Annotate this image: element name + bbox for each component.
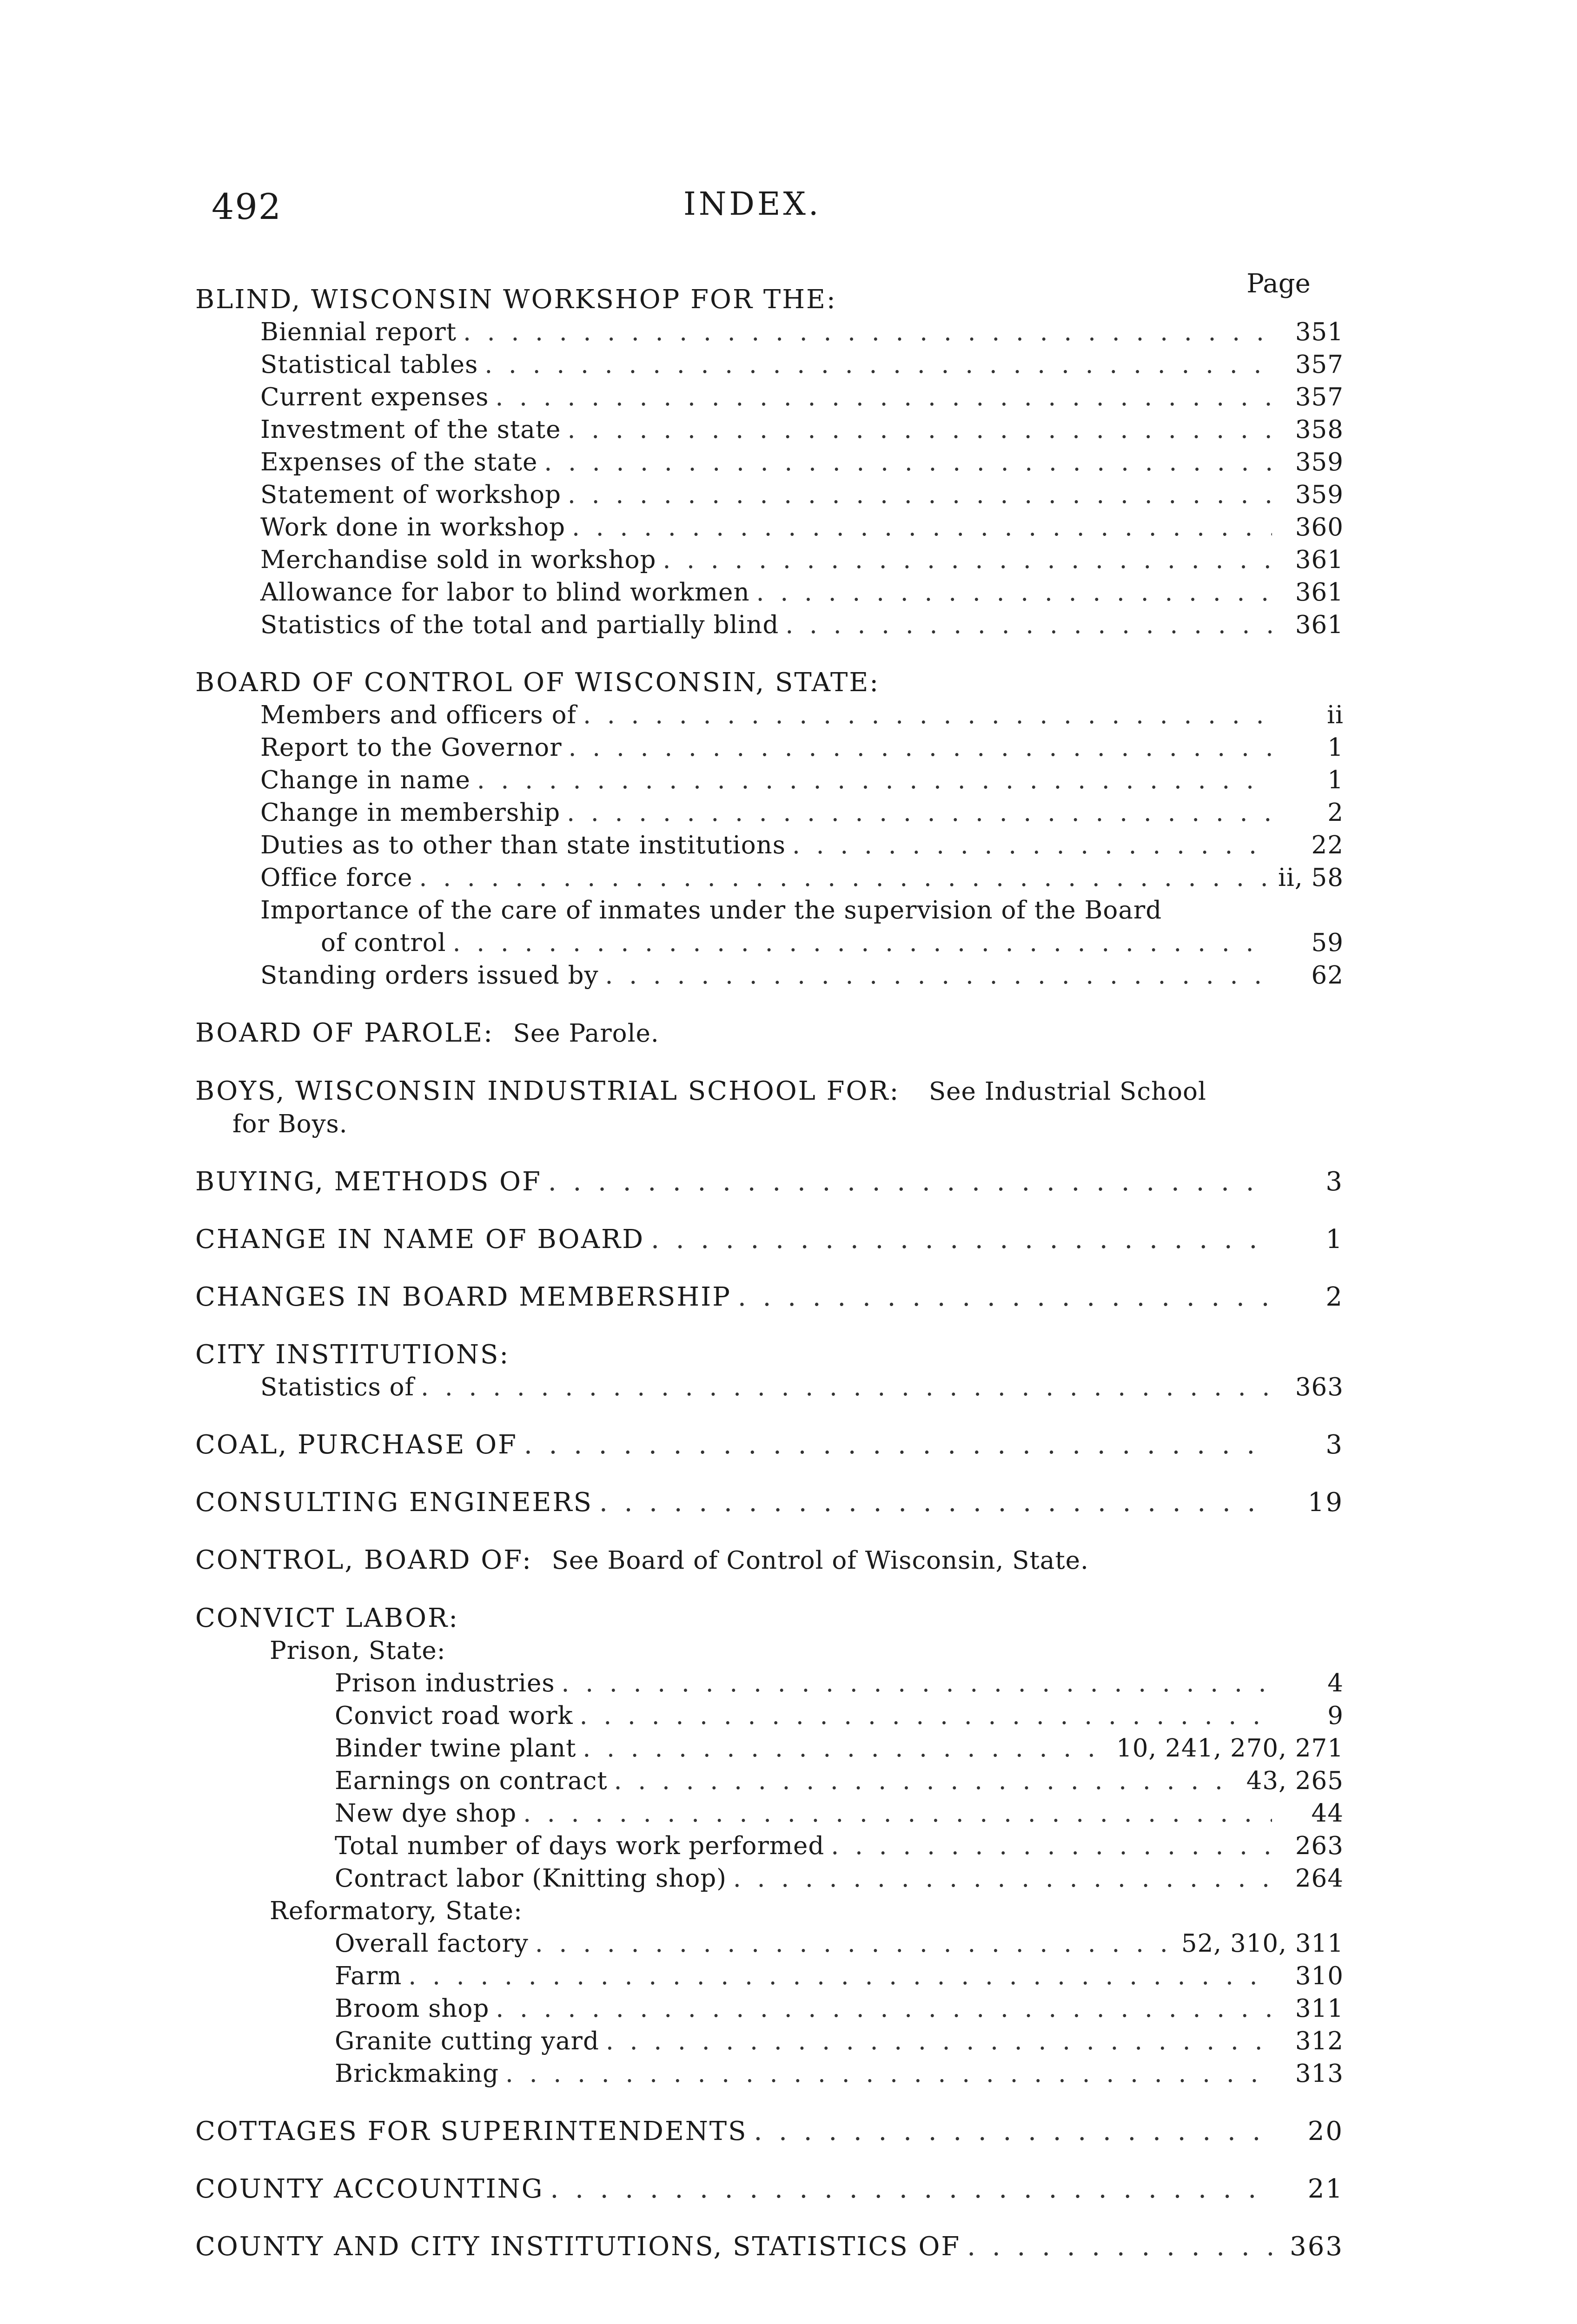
- index-row: [195, 732, 1344, 764]
- entry-boys-industrial-school: [195, 1075, 1344, 1141]
- entry-heading-text: CONTROL, BOARD OF:: [195, 1545, 533, 1575]
- page-ref: 311: [1295, 1994, 1344, 2023]
- index-row: [195, 959, 1344, 992]
- index-row: [195, 349, 1344, 381]
- entry-label: Overall factory: [335, 1929, 529, 1958]
- page-ref: 1: [1327, 766, 1344, 794]
- index-row: [195, 1700, 1344, 1732]
- entry-label: Statistics of: [260, 1373, 415, 1401]
- page-ref: 9: [1327, 1702, 1344, 1730]
- index-row: [195, 2231, 1344, 2263]
- entry-label: COUNTY ACCOUNTING: [195, 2174, 544, 2204]
- page-ref: 361: [1295, 546, 1344, 574]
- entry-change-in-name: [195, 1223, 1344, 1256]
- index-row: [195, 511, 1344, 544]
- page-ref: 363: [1290, 2232, 1344, 2262]
- entry-label: Members and officers of: [260, 701, 577, 729]
- page-title: INDEX.: [683, 186, 822, 223]
- page-ref: ii: [1327, 701, 1344, 729]
- index-row: [195, 797, 1344, 829]
- page-ref: 357: [1295, 350, 1344, 379]
- index-row: [195, 2058, 1344, 2090]
- page-ref: 361: [1295, 611, 1344, 639]
- index-row: [195, 479, 1344, 511]
- entry-heading: CONVICT LABOR:: [195, 1603, 459, 1633]
- index-row: [195, 1166, 1344, 1198]
- entry-label: Change in membership: [260, 799, 561, 827]
- cross-reference-continued: for Boys.: [232, 1110, 348, 1138]
- page-ref: 3: [1325, 1167, 1344, 1197]
- index-row: [195, 414, 1344, 446]
- entry-heading: BLIND, WISCONSIN WORKSHOP FOR THE:: [195, 284, 837, 315]
- entry-label: Broom shop: [335, 1994, 490, 2023]
- entry-board-of-control: [195, 667, 1344, 992]
- entry-coal: [195, 1429, 1344, 1461]
- page-ref: 363: [1295, 1373, 1344, 1401]
- page-ref: 2: [1325, 1282, 1344, 1312]
- index-row: [195, 1765, 1344, 1797]
- index-row: [195, 1830, 1344, 1862]
- entry-heading: CITY INSTITUTIONS:: [195, 1340, 510, 1370]
- index-row: [195, 862, 1344, 894]
- entry-heading-text: BOYS, WISCONSIN INDUSTRIAL SCHOOL FOR:: [195, 1076, 900, 1106]
- entry-label: Earnings on contract: [335, 1767, 608, 1795]
- entry-board-of-parole: [195, 1017, 1344, 1050]
- entry-blind-workshop: [195, 284, 1344, 641]
- entry-label: Expenses of the state: [260, 448, 538, 476]
- index-row: [195, 894, 1344, 927]
- index-row: [195, 1928, 1344, 1960]
- page-ref: 1: [1325, 1224, 1344, 1254]
- entry-label: Granite cutting yard: [335, 2027, 599, 2055]
- entry-label: COUNTY AND CITY INSTITUTIONS, STATISTICS OF: [195, 2232, 961, 2262]
- entry-label: Current expenses: [260, 383, 489, 411]
- entry-heading: [195, 1075, 1344, 1108]
- page-ref: 10, 241, 270, 271: [1116, 1734, 1344, 1763]
- index-row: [195, 1429, 1344, 1461]
- index-content: [195, 284, 1344, 2288]
- entry-label: COAL, PURCHASE OF: [195, 1430, 517, 1460]
- entry-consulting-engineers: [195, 1486, 1344, 1519]
- entry-label: Office force: [260, 864, 413, 892]
- page-ref: 4: [1327, 1669, 1344, 1697]
- index-row: [195, 829, 1344, 862]
- entry-label: of control: [321, 929, 446, 957]
- page-ref: 263: [1295, 1832, 1344, 1860]
- entry-label: Merchandise sold in workshop: [260, 546, 656, 574]
- cross-reference: See Parole.: [513, 1019, 659, 1048]
- page-number: 492: [212, 186, 282, 227]
- page-column-label: Page: [1246, 269, 1311, 299]
- entry-label: CHANGE IN NAME OF BOARD: [195, 1224, 645, 1254]
- entry-convict-labor: [195, 1602, 1344, 2090]
- entry-label: Standing orders issued by: [260, 961, 599, 990]
- index-row: [195, 764, 1344, 797]
- page-ref: 1: [1327, 733, 1344, 762]
- page-ref: 19: [1307, 1487, 1344, 1518]
- index-row: [195, 381, 1344, 414]
- entry-heading: [195, 1544, 1344, 1577]
- index-row: [195, 2173, 1344, 2205]
- entry-label: Allowance for labor to blind workmen: [260, 578, 750, 607]
- page-ref: 357: [1295, 383, 1344, 411]
- page-ref: 359: [1295, 448, 1344, 476]
- page-ref: 361: [1295, 578, 1344, 607]
- index-row: [195, 1797, 1344, 1830]
- index-row: [195, 609, 1344, 641]
- entry-cottages: [195, 2115, 1344, 2148]
- entry-label: BUYING, METHODS OF: [195, 1167, 542, 1197]
- page-ref: 59: [1311, 929, 1344, 957]
- entry-label: Work done in workshop: [260, 513, 566, 541]
- entry-label: Statement of workshop: [260, 481, 562, 509]
- entry-label: Binder twine plant: [335, 1734, 576, 1763]
- entry-label: Biennial report: [260, 318, 457, 346]
- entry-label: COTTAGES FOR SUPERINTENDENTS: [195, 2116, 748, 2146]
- entry-changes-membership: [195, 1281, 1344, 1314]
- page-ref: 358: [1295, 416, 1344, 444]
- page-ref: 52, 310, 311: [1181, 1929, 1344, 1958]
- index-row: [195, 1223, 1344, 1256]
- entry-control-board: [195, 1544, 1344, 1577]
- entry-label: Farm: [335, 1962, 402, 1990]
- index-row: [195, 1993, 1344, 2025]
- page-ref: 62: [1311, 961, 1344, 990]
- page-ref: 312: [1295, 2027, 1344, 2055]
- page-ref: 310: [1295, 1962, 1344, 1990]
- entry-county-accounting: [195, 2173, 1344, 2205]
- page-ref: 2: [1327, 799, 1344, 827]
- index-row: [195, 2025, 1344, 2058]
- page-ref: 264: [1295, 1864, 1344, 1893]
- entry-heading: [195, 1017, 1344, 1050]
- index-row: [195, 1371, 1344, 1404]
- entry-label: Prison industries: [335, 1669, 555, 1697]
- index-row: [195, 1862, 1344, 1895]
- entry-heading: BOARD OF CONTROL OF WISCONSIN, STATE:: [195, 667, 880, 698]
- index-row: [195, 316, 1344, 349]
- index-row: [195, 1486, 1344, 1519]
- entry-label: Contract labor (Knitting shop): [335, 1864, 727, 1893]
- page-ref: 3: [1325, 1430, 1344, 1460]
- entry-label: Investment of the state: [260, 416, 561, 444]
- entry-label: Duties as to other than state institutions: [260, 831, 786, 859]
- index-row: [195, 1732, 1344, 1765]
- page-ref: 21: [1307, 2174, 1344, 2204]
- page-ref: 351: [1295, 318, 1344, 346]
- page-ref: 20: [1307, 2116, 1344, 2146]
- page-ref: 22: [1311, 831, 1344, 859]
- entry-buying: [195, 1166, 1344, 1198]
- subheading-reformatory: Reformatory, State:: [270, 1897, 523, 1925]
- entry-label: Brickmaking: [335, 2060, 499, 2088]
- entry-label: Importance of the care of inmates under the supervision of the Board: [260, 896, 1162, 924]
- entry-label: CHANGES IN BOARD MEMBERSHIP: [195, 1282, 731, 1312]
- entry-label: New dye shop: [335, 1799, 517, 1828]
- page-ref: 360: [1295, 513, 1344, 541]
- entry-city-institutions: [195, 1339, 1344, 1404]
- index-row: [195, 1667, 1344, 1700]
- entry-label: Total number of days work performed: [335, 1832, 825, 1860]
- index-row: [195, 927, 1344, 959]
- entry-label: Statistical tables: [260, 350, 478, 379]
- entry-label: Statistics of the total and partially blind: [260, 611, 779, 639]
- index-row: [195, 699, 1344, 732]
- entry-county-city-institutions: [195, 2231, 1344, 2263]
- entry-label: Convict road work: [335, 1702, 573, 1730]
- entry-label: CONSULTING ENGINEERS: [195, 1487, 593, 1518]
- entry-label: Report to the Governor: [260, 733, 562, 762]
- subheading-prison: Prison, State:: [270, 1637, 446, 1665]
- page-ref: 43, 265: [1246, 1767, 1344, 1795]
- entry-label: Change in name: [260, 766, 470, 794]
- cross-reference: See Board of Control of Wisconsin, State.: [551, 1546, 1089, 1575]
- index-row: [195, 576, 1344, 609]
- page-ref: ii, 58: [1278, 864, 1344, 892]
- page-ref: 44: [1311, 1799, 1344, 1828]
- page-ref: 359: [1295, 481, 1344, 509]
- cross-reference: See Industrial School: [928, 1077, 1206, 1106]
- index-row: [195, 446, 1344, 479]
- index-row: [195, 1960, 1344, 1993]
- index-row: [195, 2115, 1344, 2148]
- page-ref: 313: [1295, 2060, 1344, 2088]
- entry-heading-text: BOARD OF PAROLE:: [195, 1018, 494, 1048]
- index-row: [195, 544, 1344, 576]
- index-row: [195, 1281, 1344, 1314]
